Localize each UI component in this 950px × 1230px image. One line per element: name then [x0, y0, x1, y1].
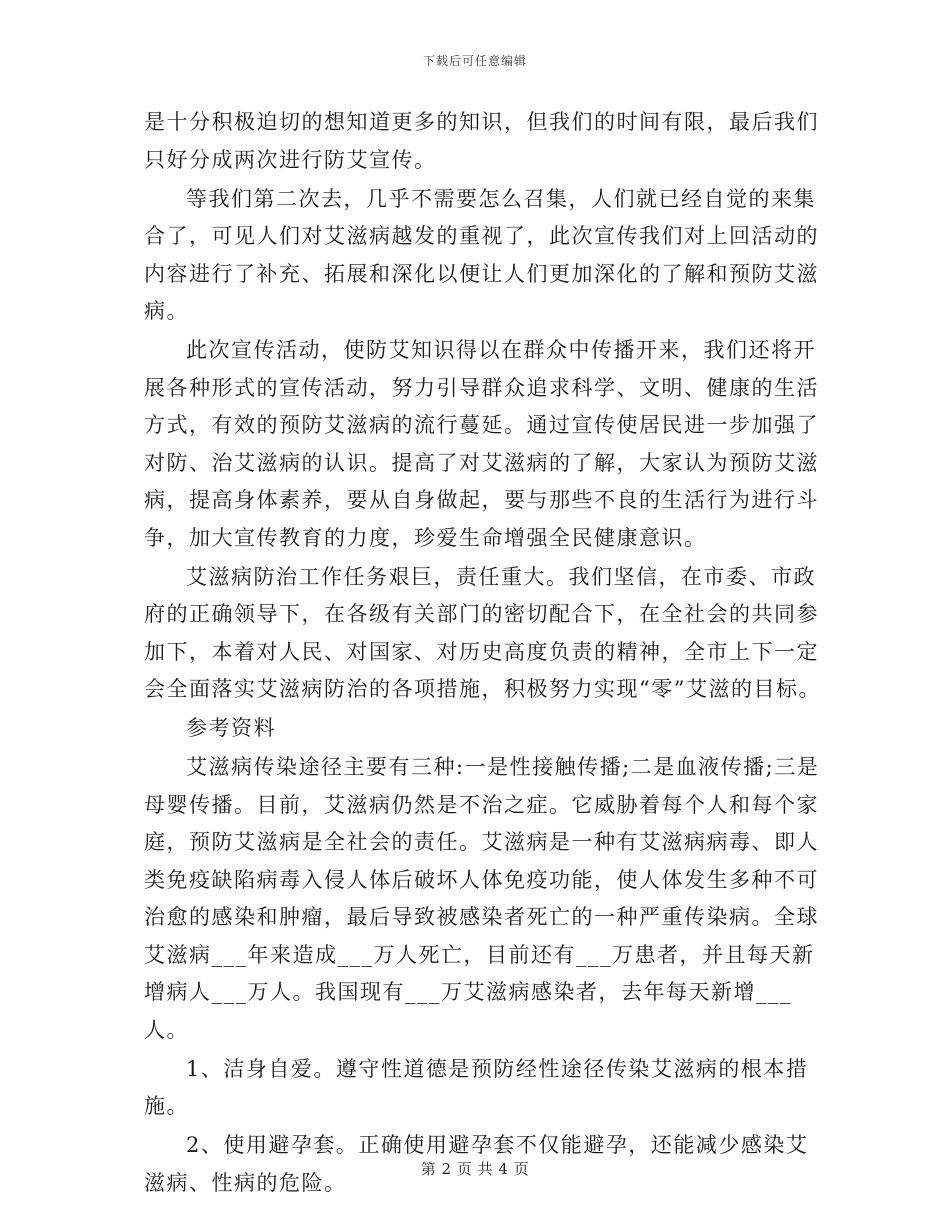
paragraph-campaign-effect: 此次宣传活动，使防艾知识得以在群众中传播开来，我们还将开展各种形式的宣传活动，努力引导群众追求科学、文明、健康的生活方式，有效的预防艾滋病的流行蔓延。通过宣传使居民进一步加强了对防、治艾滋病的认识。提高了对艾滋病的了解，大家认为预防艾滋病，提高身体素养，要从自身做起，要与那些不良的生活行为进行斗争，加大宣传教育的力度，珍爱生命增强全民健康意识。	[144, 338, 819, 550]
document-body	[144, 104, 824, 1204]
paragraph-continuation: 是十分积极迫切的想知道更多的知识，但我们的时间有限，最后我们只好分成两次进行防艾宣传。	[144, 110, 819, 172]
paragraph-transmission-routes: 艾滋病传染途径主要有三种:一是性接触传播;二是血液传播;三是母婴传播。目前，艾滋病仍然是不治之症。它威胁着每个人和每个家庭，预防艾滋病是全社会的责任。艾滋病是一种有艾滋病病毒、即人类免疫缺陷病毒入侵人体后破坏人体免疫功能，使人体发生多种不可治愈的感染和肿瘤，最后导致被感染者死亡的一种严重传染病。全球艾滋病___年来造成___万人死亡，目前还有___万患者，并且每天新增病人___万人。我国现有___万艾滋病感染者，去年每天新增___人。	[144, 755, 820, 1042]
list-item-1: 1、洁身自爱。遵守性道德是预防经性途径传染艾滋病的根本措施。	[144, 1056, 809, 1118]
page-number-footer: 第 2 页 共 4 页	[420, 1160, 530, 1178]
paragraph-conclusion: 艾滋病防治工作任务艰巨，责任重大。我们坚信，在市委、市政府的正确领导下，在各级有关部门的密切配合下，在全社会的共同参加下，本着对人民、对国家、对历史高度负责的精神，全市上下一定会全面落实艾滋病防治的各项措施，积极努力实现“零”艾滋的目标。	[144, 564, 821, 701]
page-header: 下载后可任意编辑	[422, 54, 527, 68]
list-item-2: 2、使用避孕套。正确使用避孕套不仅能避孕，还能减少感染艾滋病、性病的危险。	[144, 1133, 809, 1195]
paragraph-second-visit: 等我们第二次去，几乎不需要怎么召集，人们就已经自觉的来集合了，可见人们对艾滋病越发的重视了，此次宣传我们对上回活动的内容进行了补充、拓展和深化以便让人们更加深化的了解和预防艾滋病。	[144, 186, 819, 323]
section-heading-references: 参考资料	[186, 716, 276, 740]
